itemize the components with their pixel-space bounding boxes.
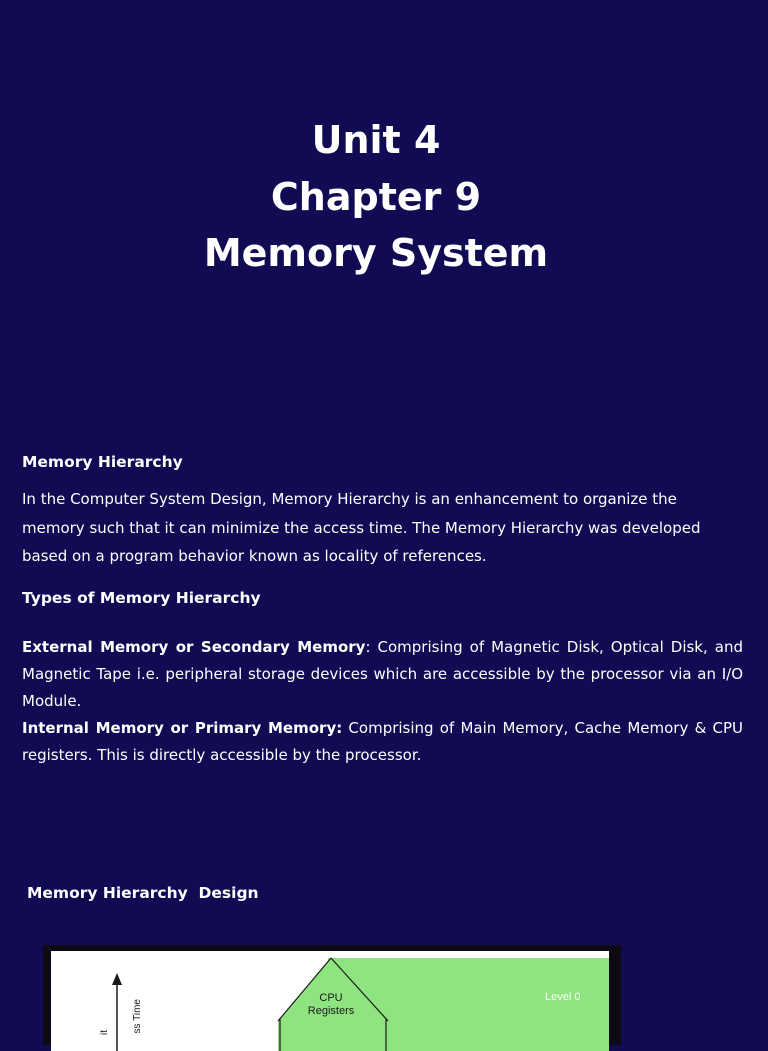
registers-label: Registers	[307, 1005, 355, 1017]
topic-title: Memory System	[203, 231, 549, 275]
external-memory-label: External Memory or Secondary Memory	[22, 638, 366, 656]
memory-hierarchy-body	[22, 485, 743, 571]
chapter-title: Chapter 9	[270, 174, 482, 219]
memory-hierarchy-heading: Memory Hierarchy	[22, 453, 183, 471]
axis-label-access-time: ss Time	[132, 999, 143, 1034]
memory-hierarchy-diagram	[43, 945, 621, 1045]
types-section	[22, 589, 743, 607]
design-section	[27, 884, 748, 902]
diagram-canvas	[51, 951, 609, 1051]
types-heading: Types of Memory Hierarchy	[22, 589, 261, 607]
diagram-svg	[51, 951, 609, 1051]
level-0-label: Level 0	[545, 991, 581, 1003]
external-memory-paragraph	[22, 634, 743, 715]
internal-memory-text: Comprising of Main Memory, Cache Memory & CPU registers. This is directly accessible by the processor.	[22, 719, 743, 764]
axis-arrow-head	[112, 973, 122, 985]
unit-title: Unit 4	[311, 118, 441, 162]
axis-label-unit: it	[99, 1030, 110, 1035]
types-body	[22, 634, 743, 769]
internal-memory-label: Internal Memory or Primary Memory:	[22, 719, 343, 737]
internal-memory-paragraph	[22, 715, 743, 769]
cpu-label: CPU	[319, 992, 343, 1004]
design-heading: Memory Hierarchy Design	[27, 884, 259, 902]
external-memory-text: : Comprising of Magnetic Disk, Optical Disk, and Magnetic Tape i.e. peripheral storage devices which are accessible by the processor via an I/O Module.	[22, 638, 743, 710]
title-block	[0, 112, 752, 282]
memory-hierarchy-paragraph: In the Computer System Design, Memory Hierarchy is an enhancement to organize the memory such that it can minimize the access time. The Memory Hierarchy was developed based on a program behavior known as locality of references.	[22, 490, 701, 565]
memory-hierarchy-section	[22, 453, 743, 471]
